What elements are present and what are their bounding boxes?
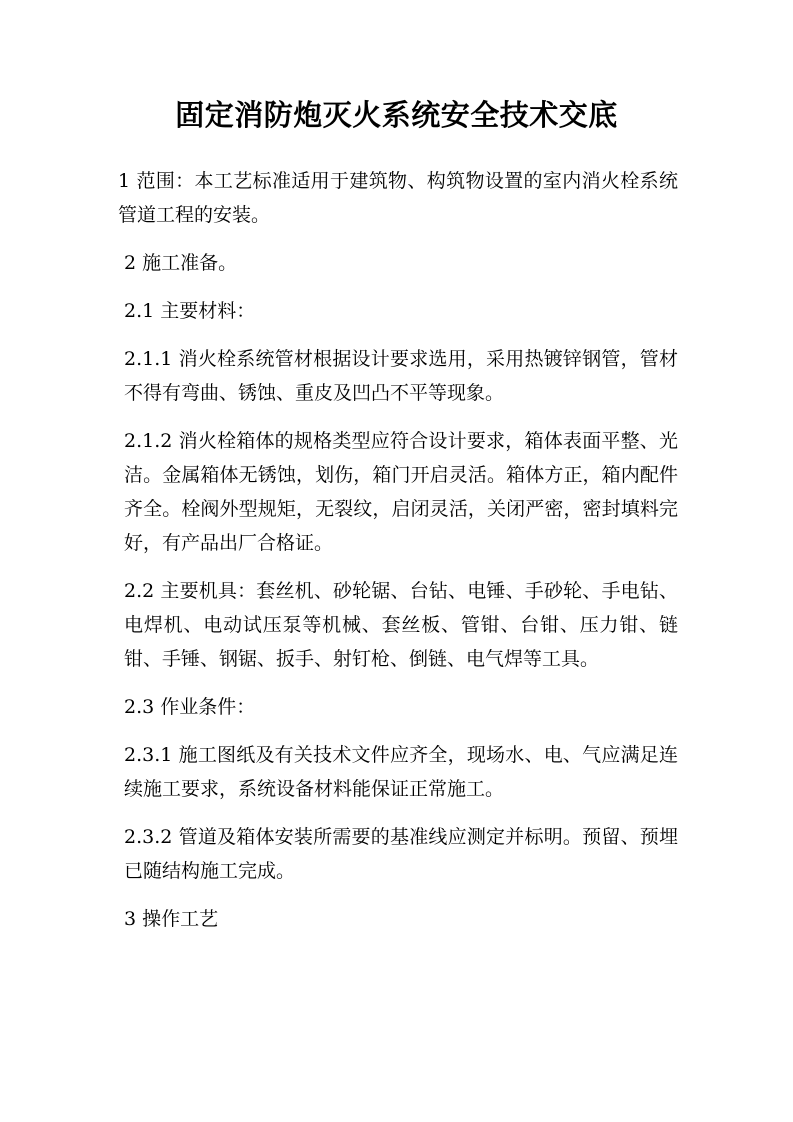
document-body — [118, 164, 678, 950]
paragraph-cabinet-requirements: 2.1.2 消火栓箱体的规格类型应符合设计要求，箱体表面平整、光洁。金属箱体无锈蚀，划伤，箱门开启灵活。箱体方正，箱内配件齐全。栓阀外型规矩，无裂纹，启闭灵活，关闭严密，密封填料完好，有产品出厂合格证。 — [124, 430, 678, 554]
paragraph-preparation: 2 施工准备。 — [124, 252, 238, 274]
paragraph-main-tools: 2.2 主要机具：套丝机、砂轮锯、台钻、电锤、手砂轮、手电钻、电焊机、电动试压泵等机械、套丝板、管钳、台钳、压力钳、链钳、手锤、钢锯、扳手、射钉枪、倒链、电气焊等工具。 — [124, 580, 678, 670]
paragraph-operation-process: 3 操作工艺 — [124, 908, 219, 930]
paragraph-pipe-materials: 2.1.1 消火栓系统管材根据设计要求选用，采用热镀锌钢管，管材不得有弯曲、锈蚀、重皮及凹凸不平等现象。 — [124, 348, 678, 404]
document-title: 固定消防炮灭火系统安全技术交底 — [175, 98, 618, 132]
paragraph-baseline-marking: 2.3.2 管道及箱体安装所需要的基准线应测定并标明。预留、预埋已随结构施工完成。 — [124, 826, 678, 882]
paragraph-main-materials: 2.1 主要材料： — [124, 300, 256, 322]
paragraph-work-conditions: 2.3 作业条件： — [124, 696, 256, 718]
paragraph-drawings-site: 2.3.1 施工图纸及有关技术文件应齐全，现场水、电、气应满足连续施工要求，系统设备材料能保证正常施工。 — [124, 744, 678, 800]
paragraph-scope: 1 范围：本工艺标准适用于建筑物、构筑物设置的室内消火栓系统管道工程的安装。 — [118, 170, 678, 226]
